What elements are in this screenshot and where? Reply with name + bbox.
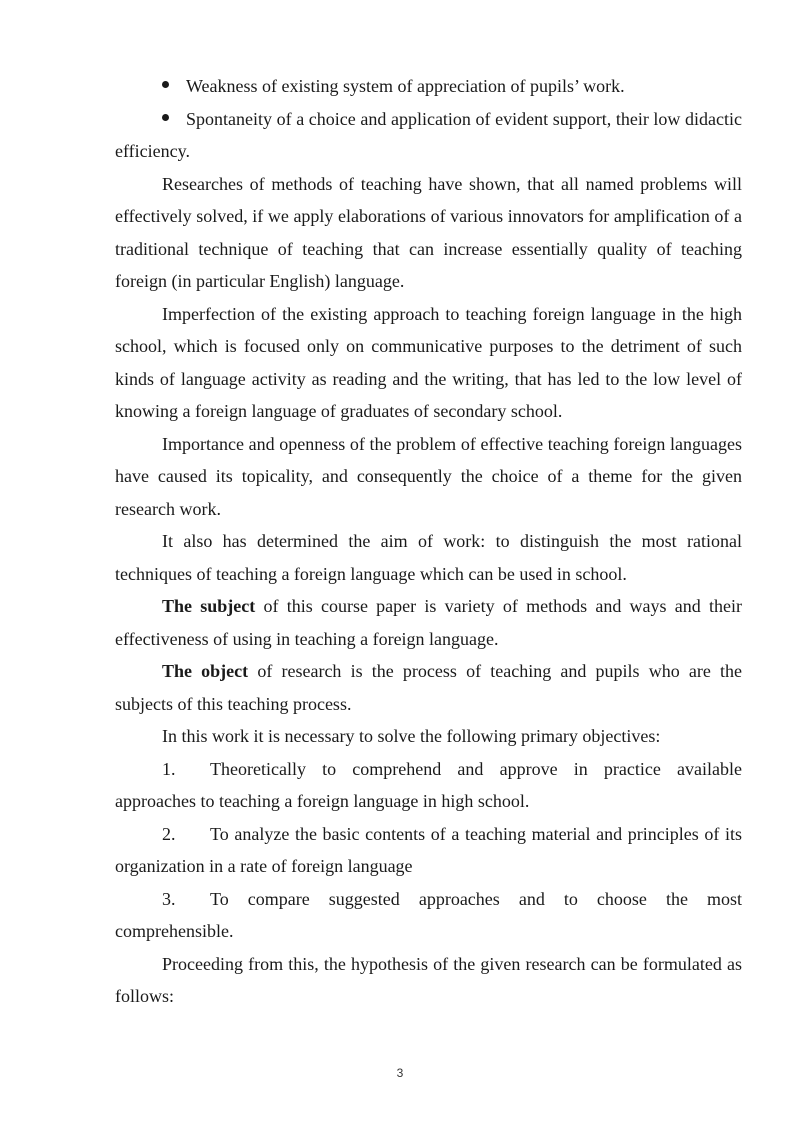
paragraph-objectives-intro: In this work it is necessary to solve the following primary objectives: <box>162 726 661 746</box>
objective-item <box>115 883 742 948</box>
subject-text: of this course paper is variety of methods and ways and their effectiveness of using in teaching a foreign language. <box>115 596 742 649</box>
objective-text: To compare suggested approaches and to choose the most comprehensible. <box>115 888 742 941</box>
page-number: 3 <box>396 1066 404 1080</box>
paragraph-research-methods: Researches of methods of teaching have shown, that all named problems will effectively solved, if we apply elaborations of various innovators for amplification of a traditional technique of teaching that can increase essentially quality of teaching foreign (in particular English) language. <box>115 173 742 291</box>
bullet-text: Spontaneity of a choice and application of evident support, their low didactic efficiency. <box>115 108 742 161</box>
paragraph-aim: It also has determined the aim of work: to distinguish the most rational techniques of teaching a foreign language which can be used in school. <box>115 531 742 584</box>
bullet-item <box>115 70 742 103</box>
paragraph-imperfection: Imperfection of the existing approach to teaching foreign language in the high school, which is focused only on communicative purposes to the detriment of such kinds of language activity as reading and the writing, that has led to the low level of knowing a foreign language of graduates of secondary school. <box>115 303 742 421</box>
bullet-dot-icon <box>162 70 186 103</box>
subject-label: The subject <box>162 596 256 616</box>
document-body <box>115 70 742 1013</box>
paragraph-subject <box>115 590 742 655</box>
objective-item <box>115 753 742 818</box>
objective-number: 2. <box>162 823 176 844</box>
bullet-text: Weakness of existing system of appreciation of pupils’ work. <box>186 76 625 96</box>
paragraph-object <box>115 655 742 720</box>
bullet-item <box>115 103 742 168</box>
objective-text: Theoretically to comprehend and approve in practice available approaches to teaching a foreign language in high school. <box>115 758 742 811</box>
paragraph-importance: Importance and openness of the problem of effective teaching foreign languages have caused its topicality, and consequently the choice of a theme for the given research work. <box>115 433 742 519</box>
object-label: The object <box>162 661 249 681</box>
paragraph-hypothesis: Proceeding from this, the hypothesis of the given research can be formulated as follows: <box>115 953 742 1006</box>
objective-item <box>115 818 742 883</box>
objective-number: 3. <box>162 888 176 909</box>
bullet-dot-icon <box>162 103 186 136</box>
object-text: of research is the process of teaching and pupils who are the subjects of this teaching process. <box>115 661 742 714</box>
objective-text: To analyze the basic contents of a teaching material and principles of its organization in a rate of foreign language <box>115 823 742 876</box>
objective-number: 1. <box>162 758 176 779</box>
